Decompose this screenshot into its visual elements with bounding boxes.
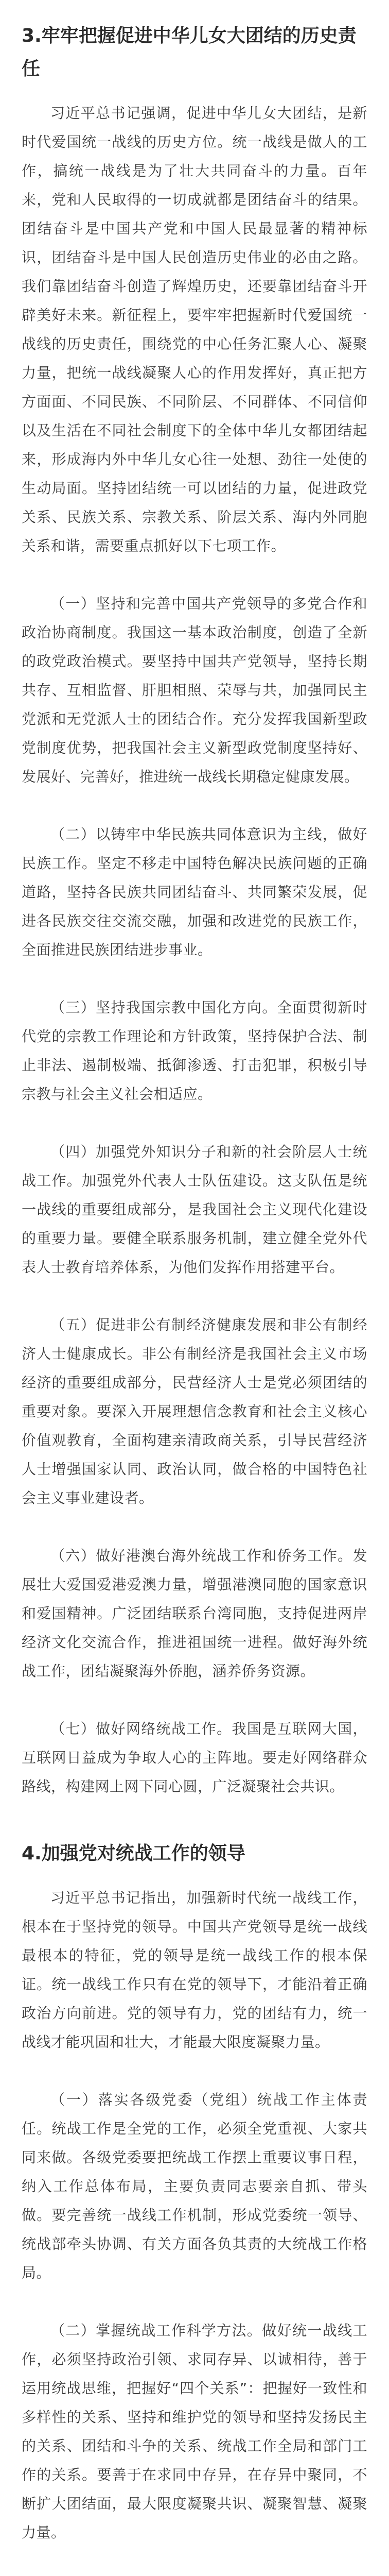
paragraph: （二）以铸牢中华民族共同体意识为主线，做好民族工作。坚定不移走中国特色解决民族问题的正确道路，坚持各民族共同团结奋斗、共同繁荣发展，促进各民族交往交流交融，加强和改进党的民族工作，全面推进民族团结进步事业。 [22,826,367,958]
paragraph: （三）坚持我国宗教中国化方向。全面贯彻新时代党的宗教工作理论和方针政策，坚持保护合法、制止非法、遏制极端、抵御渗透、打击犯罪，积极引导宗教与社会主义社会相适应。 [22,999,367,1103]
paragraph: 习近平总书记指出，加强新时代统一战线工作，根本在于坚持党的领导。中国共产党领导是统一战线最根本的特征，党的领导是统一战线工作的根本保证。统一战线工作只有在党的领导下，才能沿着正确政治方向前进。党的领导有力，党的团结有力，统一战线才能巩固和壮大，才能最大限度凝聚力量。 [22,1889,367,2050]
paragraph: （四）加强党外知识分子和新的社会阶层人士统战工作。加强党外代表人士队伍建设。这支队伍是统一战线的重要组成部分，是我国社会主义现代化建设的重要力量。要健全联系服务机制，建立健全党外代表人士教育培养体系，为他们发挥作用搭建平台。 [22,1143,367,1276]
paragraph: （五）促进非公有制经济健康发展和非公有制经济人士健康成长。非公有制经济是我国社会主义市场经济的重要组成部分，民营经济人士是党必须团结的重要对象。要深入开展理想信念教育和社会主义核心价值观教育，全面构建亲清政商关系，引导民营经济人士增强国家认同、政治认同，做合格的中国特色社会主义事业建设者。 [22,1316,367,1506]
paragraph: （二）掌握统战工作科学方法。做好统一战线工作，必须坚持政治引领、求同存异、以诚相待，善于运用统战思维，把握好“四个关系”：把握好一致性和多样性的关系、坚持和维护党的领导和坚持发扬民主的关系、团结和斗争的关系、统战工作全局和部门工作的关系。要善于在求同中存异，在存异中聚同，不断扩大团结面，最大限度凝聚共识、凝聚智慧、凝聚力量。 [22,2322,367,2541]
paragraph: （一）落实各级党委（党组）统战工作主体责任。统战工作是全党的工作，必须全党重视、大家共同来做。各级党委要把统战工作摆上重要议事日程，纳入工作总体布局，主要负责同志要亲自抓、带头做。要完善统一战线工作机制，形成党委统一领导、统战部牵头协调、有关方面各负其责的大统战工作格局。 [22,2091,367,2281]
paragraph: 习近平总书记强调，促进中华儿女大团结，是新时代爱国统一战线的历史方位。统一战线是做人的工作，搞统一战线是为了壮大共同奋斗的力量。百年来，党和人民取得的一切成就都是团结奋斗的结果。团结奋斗是中国共产党和中国人民最显著的精神标识，团结奋斗是中国人民创造历史伟业的必由之路。我们靠团结奋斗创造了辉煌历史，还要靠团结奋斗开辟美好未来。新征程上，要牢牢把握新时代爱国统一战线的历史责任，围绕党的中心任务汇聚人心、凝聚力量，把统一战线凝聚人心的作用发挥好，真正把方方面面、不同民族、不同阶层、不同群体、不同信仰以及生活在不同社会制度下的全体中华儿女都团结起来，形成海内外中华儿女心往一处想、劲往一处使的生动局面。坚持团结统一可以团结的力量，促进政党关系、民族关系、宗教关系、阶层关系、海内外同胞关系和谐，需要重点抓好以下七项工作。 [22,105,367,554]
paragraph: （一）坚持和完善中国共产党领导的多党合作和政治协商制度。我国这一基本政治制度，创造了全新的政党政治模式。要坚持中国共产党领导，坚持长期共存、互相监督、肝胆相照、荣辱与共，加强同民主党派和无党派人士的团结合作。充分发挥我国新型政党制度优势，把我国社会主义新型政党制度坚持好、发展好、完善好，推进统一战线长期稳定健康发展。 [22,595,367,785]
section-heading: 4.加强党对统战工作的领导 [22,1843,245,1864]
paragraph: （六）做好港澳台海外统战工作和侨务工作。发展壮大爱国爱港爱澳力量，增强港澳同胞的国家意识和爱国精神。广泛团结联系台湾同胞，支持促进两岸经济文化交流合作，推进祖国统一进程。做好海外统战工作，团结凝聚海外侨胞，涵养侨务资源。 [22,1547,367,1680]
paragraph: （七）做好网络统战工作。我国是互联网大国，互联网日益成为争取人心的主阵地。要走好网络群众路线，构建网上网下同心圆，广泛凝聚社会共识。 [22,1720,367,1795]
section-heading: 3.牢牢把握促进中华儿女大团结的历史责任 [22,25,357,79]
